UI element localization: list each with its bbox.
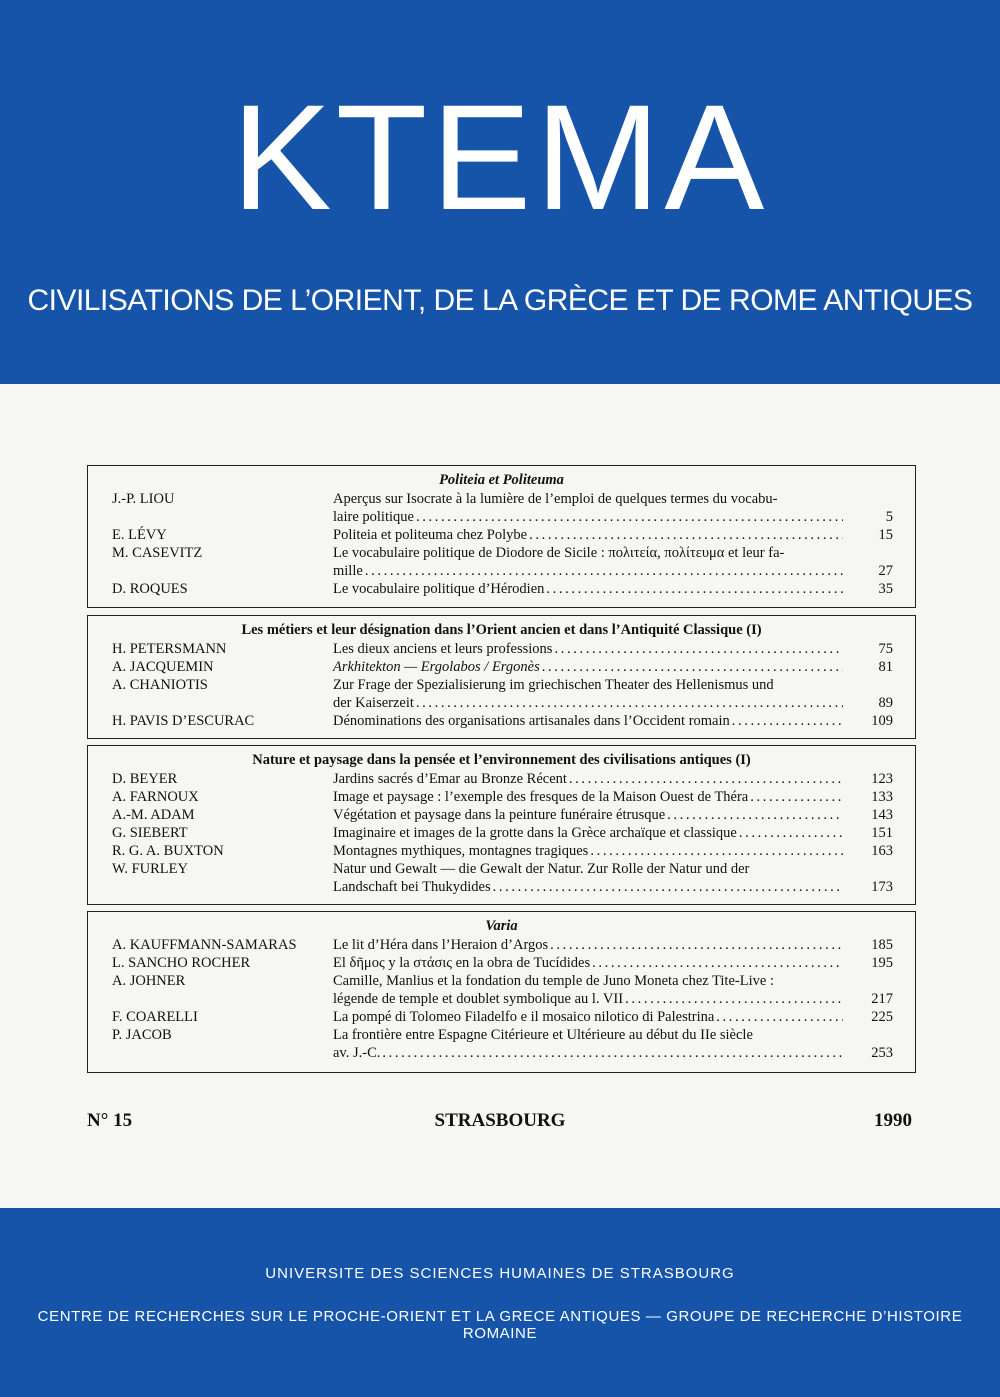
publisher-line: UNIVERSITE DES SCIENCES HUMAINES DE STRASBOURG <box>265 1265 735 1282</box>
entry-page: 5 <box>885 509 893 525</box>
toc-section-metiers <box>87 615 916 739</box>
toc-entry <box>88 1026 915 1062</box>
entry-author: M. CASEVITZ <box>112 545 203 561</box>
toc-section-politeia <box>87 465 916 608</box>
entry-author: L. SANCHO ROCHER <box>112 955 251 971</box>
toc-entry <box>88 658 915 676</box>
entry-page: 151 <box>871 825 893 841</box>
entry-author: E. LÉVY <box>112 527 167 543</box>
entry-author: A. JOHNER <box>112 973 186 989</box>
entry-author: F. COARELLI <box>112 1009 198 1025</box>
entry-author: J.-P. LIOU <box>112 491 175 507</box>
toc-section-varia <box>87 911 916 1073</box>
entry-page: 163 <box>871 843 893 859</box>
entry-author: W. FURLEY <box>112 861 188 877</box>
entry-author: D. BEYER <box>112 771 178 787</box>
toc-entry <box>88 712 915 730</box>
entry-author: A. KAUFFMANN-SAMARAS <box>112 937 297 953</box>
entry-page: 133 <box>871 789 893 805</box>
entry-author: H. PETERSMANN <box>112 641 227 657</box>
entry-page: 225 <box>871 1009 893 1025</box>
entry-page: 81 <box>878 659 893 675</box>
section-title: Nature et paysage dans la pensée et l’environnement des civilisations antiques (I) <box>252 752 751 768</box>
entry-title-end: El δῆμος y la στάσις en la obra de Tucídides <box>333 955 591 971</box>
toc-entry <box>88 954 915 972</box>
entry-page: 109 <box>871 713 893 729</box>
entry-author: G. SIEBERT <box>112 825 188 841</box>
entry-page: 173 <box>871 879 893 895</box>
section-title: Varia <box>485 918 518 934</box>
entry-title-end: Les dieux anciens et leurs professions <box>333 641 553 657</box>
entry-title-line: Camille, Manlius et la fondation du temple de Juno Moneta chez Tite-Live : <box>333 973 774 989</box>
entry-title-line: Zur Frage der Spezialisierung im griechischen Theater des Hellenismus und <box>333 677 774 693</box>
entry-author: R. G. A. BUXTON <box>112 843 224 859</box>
journal-title: KTEMA <box>231 73 769 241</box>
toc-entry <box>88 676 915 712</box>
issue-city: STRASBOURG <box>434 1110 566 1131</box>
toc-entry <box>88 770 915 788</box>
toc-entry <box>88 824 915 842</box>
top-blue-band <box>0 0 1000 384</box>
entry-page: 35 <box>878 581 893 597</box>
entry-title-end: Montagnes mythiques, montagnes tragiques <box>333 843 589 859</box>
entry-title-end: laire politique <box>333 509 414 525</box>
toc-entry <box>88 842 915 860</box>
entry-author: H. PAVIS D’ESCURAC <box>112 713 255 729</box>
entry-title-end: légende de temple et doublet symbolique au l. VII <box>333 991 624 1007</box>
entry-author: P. JACOB <box>112 1027 172 1043</box>
entry-page: 15 <box>878 527 893 543</box>
issue-year: 1990 <box>874 1110 912 1131</box>
entry-author: D. ROQUES <box>112 581 188 597</box>
toc-entry <box>88 490 915 526</box>
entry-page: 185 <box>871 937 893 953</box>
research-centers-line: CENTRE DE RECHERCHES SUR LE PROCHE-ORIENT ET LA GRECE ANTIQUES — GROUPE DE RECHERCHE D’HISTOIRE ROMAINE <box>37 1308 963 1342</box>
entry-title-end: Jardins sacrés d’Emar au Bronze Récent <box>333 771 567 787</box>
issue-number: N° 15 <box>87 1110 133 1131</box>
entry-title-end: Image et paysage : l’exemple des fresques de la Maison Ouest de Théra <box>333 789 749 805</box>
entry-author: A. JACQUEMIN <box>112 659 214 675</box>
entry-page: 89 <box>878 695 893 711</box>
entry-title-end: Imaginaire et images de la grotte dans la Grèce archaïque et classique <box>333 825 737 841</box>
toc-entry <box>88 936 915 954</box>
entry-title-end: Landschaft bei Thukydides <box>333 879 491 895</box>
entry-title-line: Natur und Gewalt — die Gewalt der Natur. Zur Rolle der Natur und der <box>333 861 750 877</box>
entry-page: 253 <box>871 1045 893 1061</box>
journal-subtitle: CIVILISATIONS DE L’ORIENT, DE LA GRÈCE ET DE ROME ANTIQUES <box>27 284 973 317</box>
entry-title-line: La frontière entre Espagne Citérieure et Ultérieure au début du IIe siècle <box>333 1027 753 1043</box>
toc-entry <box>88 526 915 544</box>
entry-title-line: Aperçus sur Isocrate à la lumière de l’emploi de quelques termes du vocabu- <box>333 491 778 507</box>
toc-entry <box>88 806 915 824</box>
entry-title-end: Dénominations des organisations artisanales dans l’Occident romain <box>333 713 730 729</box>
toc-entry <box>88 1008 915 1026</box>
section-title: Politeia et Politeuma <box>439 472 564 488</box>
entry-title-end: Le vocabulaire politique d’Hérodien <box>333 581 545 597</box>
entry-title-end: La pompé di Tolomeo Filadelfo e il mosaico nilotico di Palestrina <box>333 1009 715 1025</box>
entry-page: 27 <box>878 563 893 579</box>
entry-page: 143 <box>871 807 893 823</box>
entry-title-end: Végétation et paysage dans la peinture funéraire étrusque <box>333 807 666 823</box>
entry-page: 75 <box>878 641 893 657</box>
entry-page: 217 <box>871 991 893 1007</box>
entry-title-end: av. J.-C. <box>333 1045 381 1061</box>
bottom-blue-band <box>0 1208 1000 1397</box>
toc-entry <box>88 640 915 658</box>
toc-entry <box>88 580 915 598</box>
entry-page: 123 <box>871 771 893 787</box>
toc-entry <box>88 860 915 896</box>
entry-author: A. CHANIOTIS <box>112 677 208 693</box>
toc-section-nature <box>87 745 916 905</box>
entry-title-line: Le vocabulaire politique de Diodore de Sicile : πολιτεία, πολίτευμα et leur fa- <box>333 545 785 561</box>
section-title: Les métiers et leur désignation dans l’Orient ancien et dans l’Antiquité Classique (I) <box>241 622 762 638</box>
toc-entry <box>88 972 915 1008</box>
entry-author: A.-M. ADAM <box>112 807 195 823</box>
entry-title-end: Arkhitekton — Ergolabos / Ergonès <box>333 659 540 675</box>
entry-title-end: Politeia et politeuma chez Polybe <box>333 527 528 543</box>
toc-entry <box>88 544 915 580</box>
entry-title-end: mille <box>333 563 363 579</box>
entry-title-end: der Kaiserzeit <box>333 695 414 711</box>
toc-entry <box>88 788 915 806</box>
entry-author: A. FARNOUX <box>112 789 199 805</box>
entry-page: 195 <box>871 955 893 971</box>
entry-title-end: Le lit d’Héra dans l’Heraion d’Argos <box>333 937 549 953</box>
